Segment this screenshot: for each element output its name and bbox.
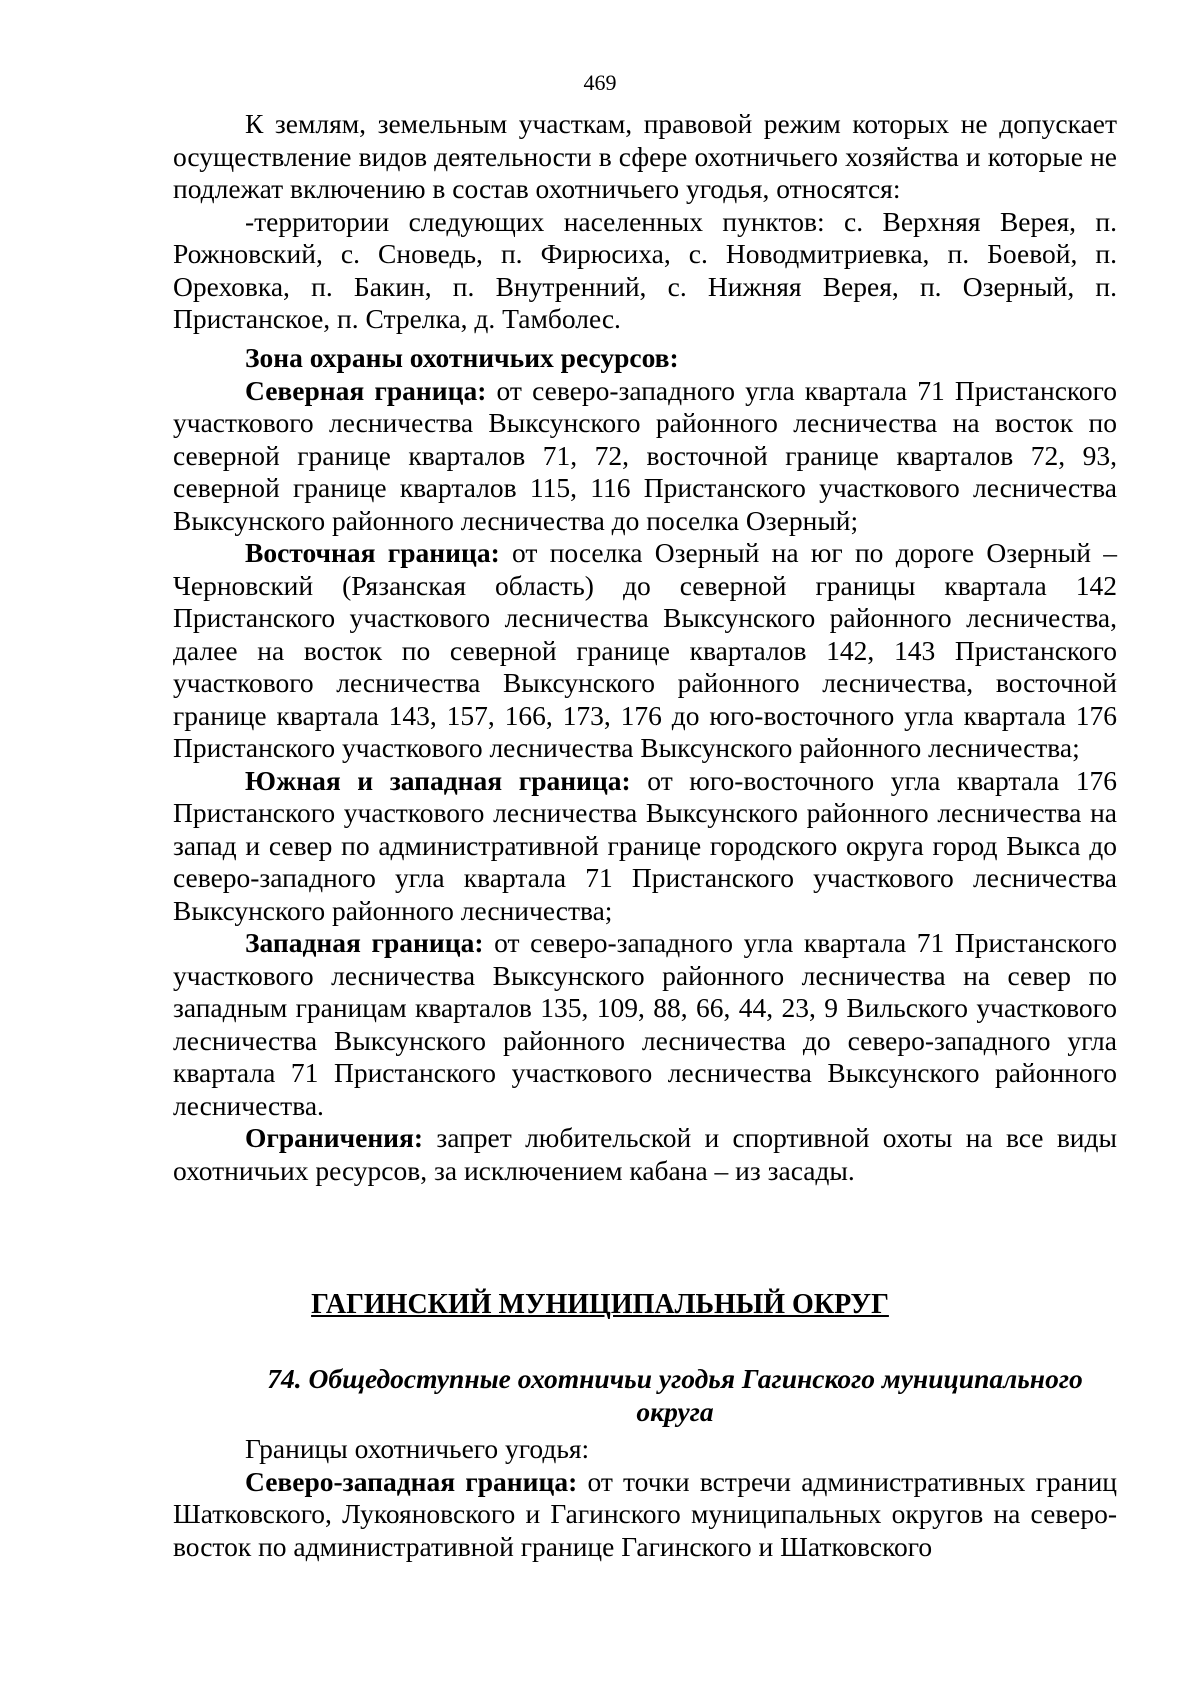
district-title: ГАГИНСКИЙ МУНИЦИПАЛЬНЫЙ ОКРУГ xyxy=(311,1289,889,1320)
zone-west-text: от северо-западного угла квартала 71 Пристанского участкового лесничества Выксунского районного лесничества на север по западным границам кварталов 135, 109, 88, 66, 44, 23, 9 Вильского участкового лесничества Выксунского районного лесничества до северо-западного угла квартала 71 Пристанского участкового лесничества Выксунского районного лесничества. xyxy=(173,927,1118,1121)
zone-west-paragraph xyxy=(173,927,1117,1122)
section-block xyxy=(173,1433,1117,1563)
zone-restrictions-label: Ограничения: xyxy=(245,1122,424,1153)
zone-south-west-paragraph xyxy=(173,765,1117,928)
zone-south-west-label: Южная и западная граница: xyxy=(245,764,631,796)
northwest-border-text: от точки встречи административных границ Шатковского, Лукояновского и Гагинского муниципальных округов на северо-восток по административной границе Гагинского и Шатковского xyxy=(173,1465,1117,1562)
zone-east-label: Восточная граница: xyxy=(245,537,500,568)
zone-block xyxy=(173,342,1117,1187)
zone-south-west-text: от юго-восточного угла квартала 176 Пристанского участкового лесничества Выксунского районного лесничества на запад и север по административной границе городского округа город Выкса до северо-западного угла квартала 71 Пристанского участкового лесничества Выксунского районного лесничества; xyxy=(173,764,1118,926)
zone-restrictions-text: запрет любительской и спортивной охоты на все виды охотничьих ресурсов, за исключением кабана – из засады. xyxy=(173,1122,1117,1186)
zone-east-text: от поселка Озерный на юг по дороге Озерный – Черновский (Рязанская область) до северной границы квартала 142 Пристанского участкового лесничества Выксунского районного лесничества, далее на восток по северной границе кварталов 142, 143 Пристанского участкового лесничества Выксунского районного лесничества, восточной границе квартала 143, 157, 166, 173, 176 до юго-восточного угла квартала 176 Пристанского участкового лесничества Выксунского районного лесничества; xyxy=(173,537,1117,763)
northwest-border-label: Северо-западная граница: xyxy=(245,1465,578,1497)
intro-paragraph: К землям, земельным участкам, правовой режим которых не допускает осуществление видов деятельности в сфере охотничьего хозяйства и которые не подлежат включению в состав охотничьего угодья, относятся: xyxy=(173,108,1117,204)
zone-north-paragraph xyxy=(173,375,1117,538)
borders-intro: Границы охотничьего угодья: xyxy=(245,1433,590,1464)
intro-block xyxy=(173,108,1117,336)
zone-east-paragraph xyxy=(173,537,1117,765)
page-number: 469 xyxy=(583,70,617,95)
zone-north-label: Северная граница: xyxy=(245,374,487,406)
northwest-border-paragraph xyxy=(173,1466,1117,1564)
section-title: 74. Общедоступные охотничьи угодья Гагинского муниципального округа xyxy=(267,1363,1083,1427)
zone-north-text: от северо-западного угла квартала 71 Пристанского участкового лесничества Выксунского районного лесничества на восток по северной границе кварталов 71, 72, восточной границе кварталов 72, 93, северной границе кварталов 115, 116 Пристанского участкового лесничества Выксунского районного лесничества до поселка Озерный; xyxy=(173,374,1117,536)
zone-west-label: Западная граница: xyxy=(245,927,484,958)
zone-title: Зона охраны охотничьих ресурсов: xyxy=(245,342,679,373)
zone-restrictions-paragraph xyxy=(173,1122,1117,1187)
settlements-paragraph: -территории следующих населенных пунктов: с. Верхняя Верея, п. Рожновский, с. Сноведь, п. Фирюсиха, с. Новодмитриевка, п. Боевой, п. Ореховка, п. Бакин, п. Внутренний, с. Нижняя Верея, п. Озерный, п. Пристанское, п. Стрелка, д. Тамболес. xyxy=(173,205,1117,334)
